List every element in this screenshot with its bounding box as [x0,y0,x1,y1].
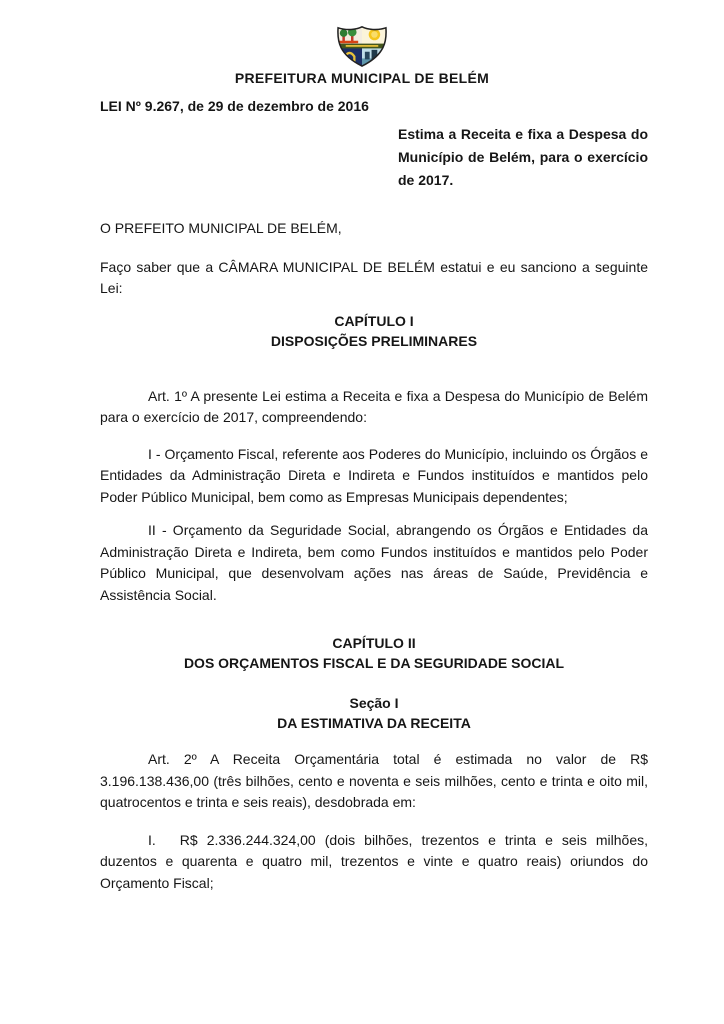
org-name: PREFEITURA MUNICIPAL DE BELÉM [234,70,490,86]
article-1-inciso-2: II - Orçamento da Seguridade Social, abrangendo os Órgãos e Entidades da Administração Direta e Indireta, bem como Fundos instituídos e mantidos pelo Poder Público Municipal, que desenvolvam ações nas áreas de Saúde, Previdência e Assistência Social. [100,522,648,603]
article-2-inciso-1 [100,830,648,895]
section-1-subtitle: DA ESTIMATIVA DA RECEITA [277,715,471,731]
belem-coat-of-arms-logo [333,24,391,68]
document-header [0,24,724,88]
inciso-marker: I. [148,831,156,848]
article-1-inciso-1: I - Orçamento Fiscal, referente aos Poderes do Município, incluindo os Órgãos e Entidades da Administração Direta e Indireta e Fundos instituídos e mantidos pelo Poder Público Municipal, bem como as Empresas Municipais dependentes; [100,445,648,505]
chapter-1-heading [100,311,648,351]
article-1-caput: Art. 1º A presente Lei estima a Receita e fixa a Despesa do Município de Belém para o exercício de 2017, compreendendo: [100,387,648,425]
chapter-2-title: CAPÍTULO II [332,635,416,651]
chapter-1-subtitle: DISPOSIÇÕES PRELIMINARES [270,332,478,349]
law-summary: Estima a Receita e fixa a Despesa do Município de Belém, para o exercício de 2017. [398,126,648,188]
opening-line: O PREFEITO MUNICIPAL DE BELÉM, [100,220,342,236]
preamble: Faço saber que a CÂMARA MUNICIPAL DE BELÉM estatui e eu sanciono a seguinte Lei: [100,258,648,296]
law-number-line: LEI Nº 9.267, de 29 de dezembro de 2016 [100,98,369,114]
inciso-text: R$ 2.336.244.324,00 (dois bilhões, trezentos e trinta e seis milhões, duzentos e quarenta e quatro mil, trezentos e vinte e quatro reais) oriundos do Orçamento Fiscal; [100,831,648,891]
chapter-2-subtitle: DOS ORÇAMENTOS FISCAL E DA SEGURIDADE SOCIAL [183,655,565,671]
chapter-2-heading [100,633,648,673]
chapter-1-title: CAPÍTULO I [334,312,414,329]
section-1-heading [100,693,648,733]
section-1-title: Seção I [349,695,399,711]
article-2-caput: Art. 2º A Receita Orçamentária total é estimada no valor de R$ 3.196.138.436,00 (três bilhões, cento e noventa e seis milhões, cento e trinta e oito mil, quatrocentos e trinta e seis reais), desdobrada em: [100,751,648,810]
